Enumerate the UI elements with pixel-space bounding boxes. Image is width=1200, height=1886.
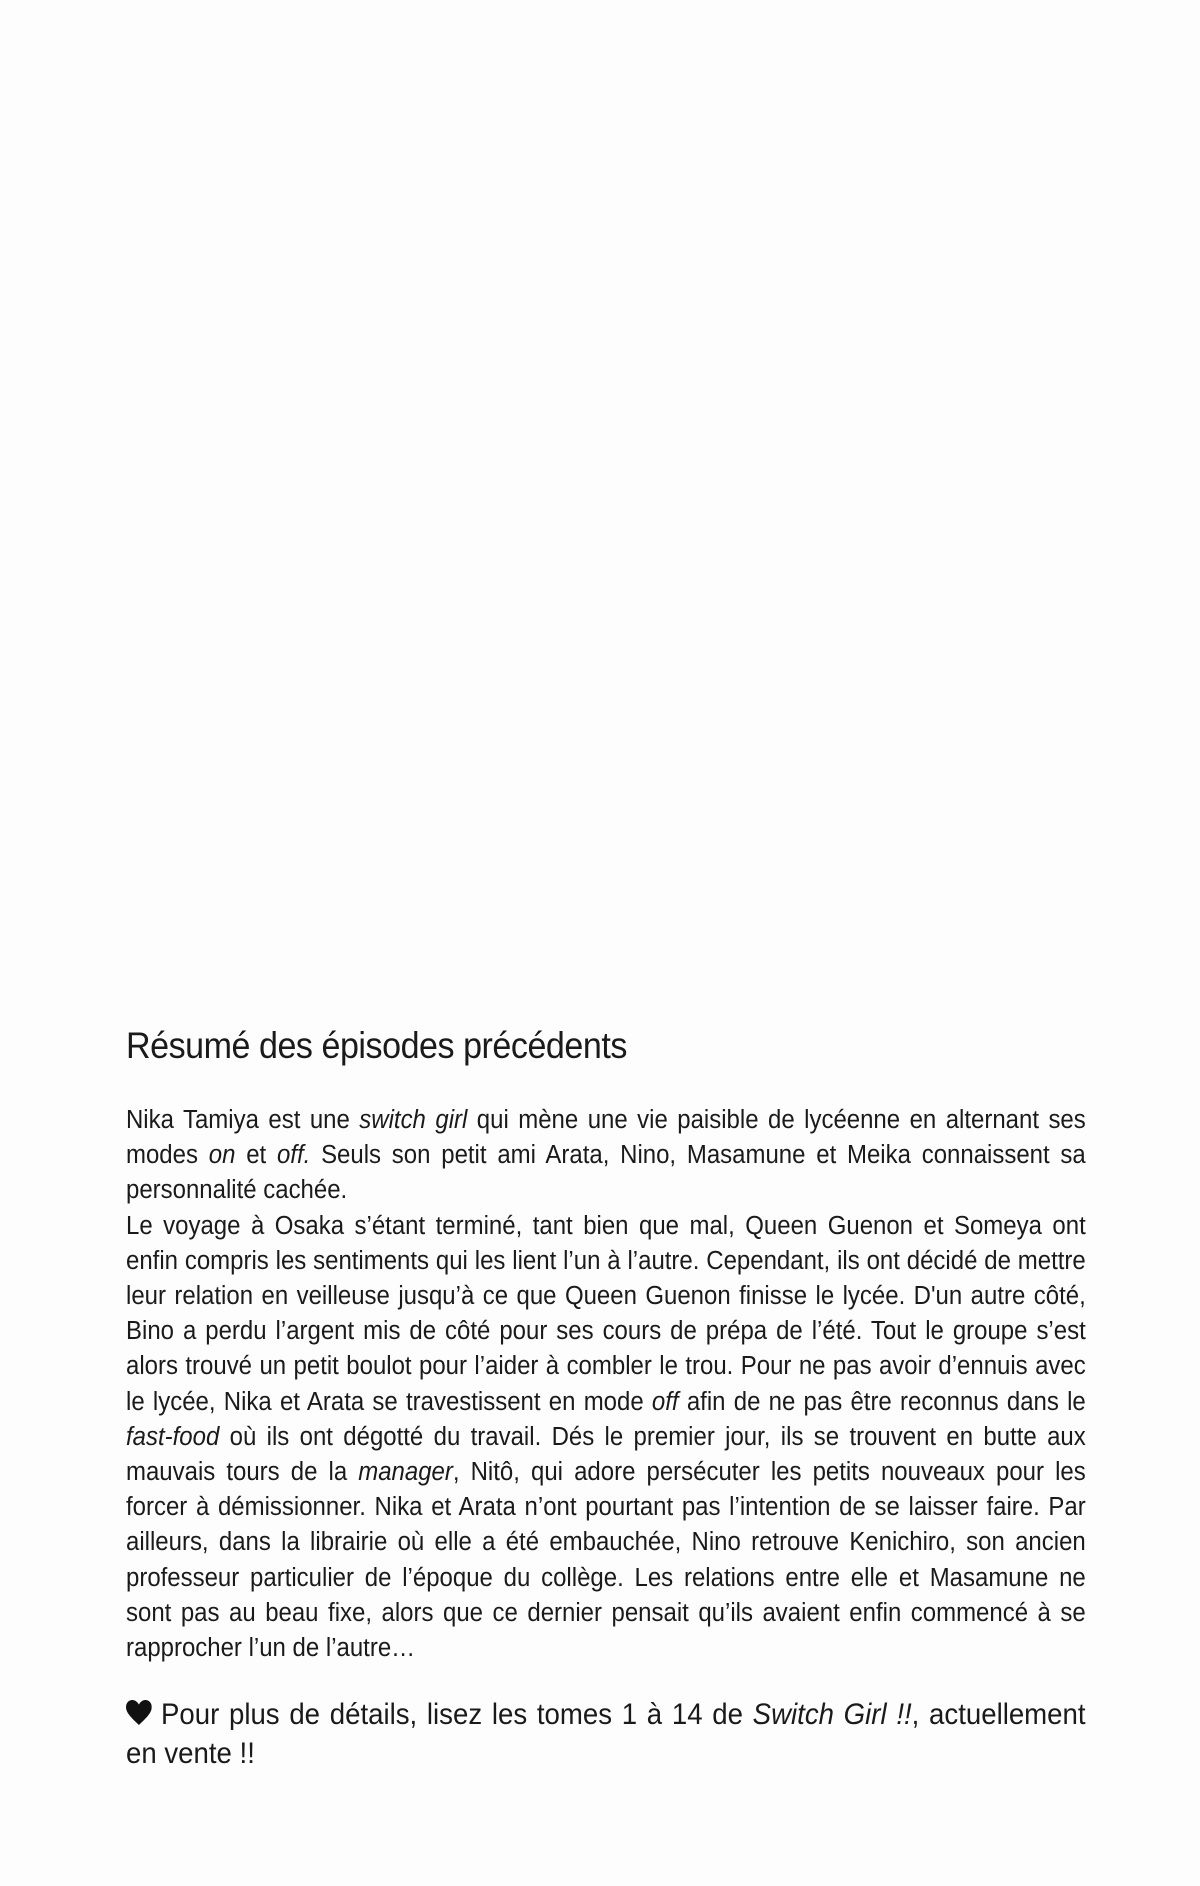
text-span: Le voyage à Osaka s’étant terminé, tant bien que mal, Queen Guenon et Someya ont enfin compris les sentiments qui les lient l’un à l’autre. Cependant, ils ont décidé de mettre leur relation en veilleuse jusqu’à ce que Queen Guenon finisse le lycée. D'un autre côté, Bino a perdu l’argent mis de côté pour ses cours de prépa de l’été. Tout le groupe s’est alors trouvé un petit boulot pour l’aider à combler le trou. Pour ne pas avoir d’ennuis avec le lycée, Nika et Arata se travestissent en mode <box>126 1211 1086 1416</box>
plot-paragraph <box>126 1209 1086 1667</box>
emphasis-text: manager <box>358 1458 453 1487</box>
text-span: qui mène une vie paisible de lycéenne en alternant ses modes <box>126 1106 1086 1170</box>
page-title: Résumé des épisodes précédents <box>126 1025 627 1066</box>
series-title: Switch Girl !! <box>752 1698 912 1732</box>
emphasis-text: off <box>651 1387 679 1416</box>
volumes-note <box>126 1696 1086 1772</box>
emphasis-text: fast-food <box>126 1422 220 1451</box>
text-span: , actuellement en vente !! <box>126 1698 1086 1771</box>
text-span: Pour plus de détails, lisez les tomes 1 à 14 de <box>160 1698 753 1732</box>
text-span: et <box>235 1141 277 1170</box>
text-span: où ils ont dégotté du travail. Dés le premier jour, ils se trouvent en butte aux mauvais tours de la <box>126 1422 1086 1487</box>
summary-body <box>126 1103 1086 1666</box>
emphasis-text: switch girl <box>359 1106 468 1134</box>
text-span: Seuls son petit ami Arata, Nino, Masamune et Meika connaissent sa personnalité cachée. <box>126 1141 1086 1205</box>
emphasis-text: off. <box>276 1141 311 1170</box>
intro-paragraph <box>126 1103 1086 1209</box>
summary-section <box>126 1025 1086 1772</box>
emphasis-text: on <box>208 1141 236 1170</box>
text-span: Nika Tamiya est une <box>126 1106 360 1134</box>
text-span: , Nitô, qui adore persécuter les petits nouveaux pour les forcer à démissionner. Nika et Arata n’ont pourtant pas l’intention de se laisser faire. Par ailleurs, dans la librairie où elle a été embauchée, Nino retrouve Kenichiro, son ancien professeur particulier de l’époque du collège. Les relations entre elle et Masamune ne sont pas au beau fixe, alors que ce dernier pensait qu’ils avaient enfin commencé à se rapprocher l’un de l’autre… <box>126 1458 1086 1663</box>
text-span: afin de ne pas être reconnus dans le <box>678 1387 1086 1416</box>
heart-icon <box>126 1698 152 1735</box>
